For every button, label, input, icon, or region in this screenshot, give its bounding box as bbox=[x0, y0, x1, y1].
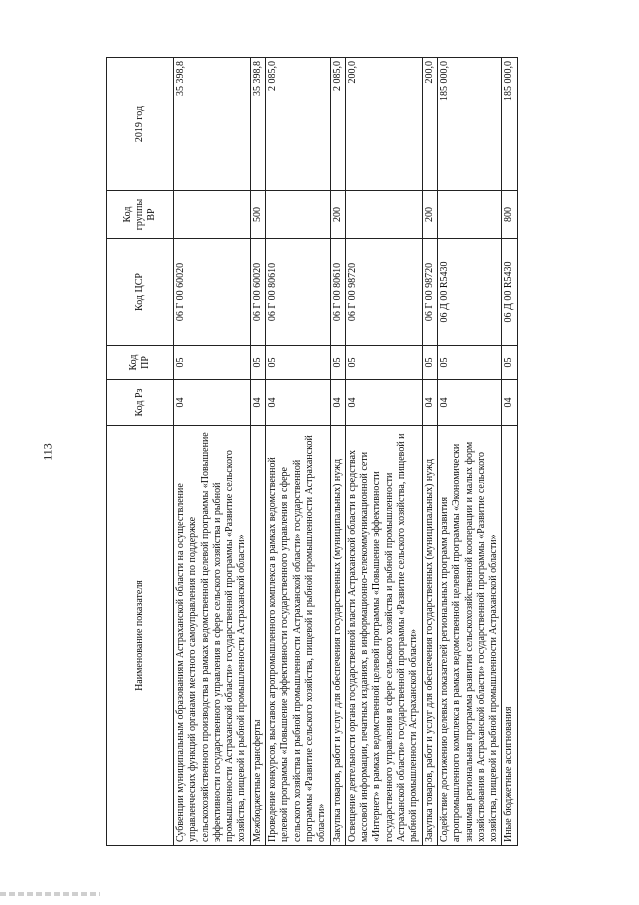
row-rz: 04 bbox=[250, 380, 265, 426]
table-row bbox=[330, 58, 345, 846]
row-pr: 05 bbox=[422, 346, 437, 380]
row-vr: 800 bbox=[502, 191, 517, 239]
row-csr: 06 Г 00 60020 bbox=[174, 239, 251, 346]
table-row bbox=[502, 58, 517, 846]
row-name: Субвенции муниципальным образованиям Астраханской области на осуществление управленческих функций органами местного самоуправления по поддержке сельскохозяйственного производства в рамках ведомственной целевой программы «Повышение эффективности государственного управления в сфере сельского хозяйства и рыбной промышленности Астраханской области» государственной программы «Развитие сельского хозяйства, пищевой и рыбной промышленности Астраханской области» bbox=[174, 426, 251, 846]
table-row bbox=[345, 58, 422, 846]
row-vr: 200 bbox=[422, 191, 437, 239]
header-name: Наименование показателя bbox=[107, 426, 174, 846]
row-vr bbox=[174, 191, 251, 239]
row-name: Иные бюджетные ассигнования bbox=[502, 426, 517, 846]
row-value: 200,0 bbox=[422, 58, 437, 191]
row-csr: 06 Д 00 R5430 bbox=[502, 239, 517, 346]
table-header-row bbox=[107, 58, 174, 846]
header-year: 2019 год bbox=[107, 58, 174, 191]
row-value: 35 398,8 bbox=[174, 58, 251, 191]
row-rz: 04 bbox=[422, 380, 437, 426]
row-rz: 04 bbox=[437, 380, 501, 426]
row-csr: 06 Г 00 98720 bbox=[422, 239, 437, 346]
table-row bbox=[250, 58, 265, 846]
header-csr: Код ЦСР bbox=[107, 239, 174, 346]
row-pr: 05 bbox=[174, 346, 251, 380]
row-rz: 04 bbox=[266, 380, 330, 426]
row-value: 35 398,8 bbox=[250, 58, 265, 191]
row-rz: 04 bbox=[502, 380, 517, 426]
row-pr: 05 bbox=[266, 346, 330, 380]
row-pr: 05 bbox=[437, 346, 501, 380]
header-pr: Код ПР bbox=[107, 346, 174, 380]
row-name: Закупка товаров, работ и услуг для обеспечения государственных (муниципальных) нужд bbox=[422, 426, 437, 846]
row-csr: 06 Г 00 80610 bbox=[266, 239, 330, 346]
row-name: Проведение конкурсов, выставок агропромышленного комплекса в рамках ведомственной целевой программы «Повышение эффективности государственного управления в сфере сельского хозяйства и рыбной промышленности Астраханской области» государственной программы «Развитие сельского хозяйства, пищевой и рыбной промышленности Астраханской области» bbox=[266, 426, 330, 846]
row-name: Освещение деятельности органа государственной власти Астраханской области в средствах массовой информации, печатных изданиях, в информационно-телекоммуникационной сети «Интернет» в рамках ведомственной целевой программы «Повышение эффективности государственного управления в сфере сельского хозяйства и рыбной промышленности Астраханской области» государственной программы «Развитие сельского хозяйства, пищевой и рыбной промышленности Астраханской области» bbox=[345, 426, 422, 846]
row-csr: 06 Г 00 98720 bbox=[345, 239, 422, 346]
row-name: Межбюджетные трансферты bbox=[250, 426, 265, 846]
row-vr: 500 bbox=[250, 191, 265, 239]
row-vr bbox=[437, 191, 501, 239]
table-row bbox=[266, 58, 330, 846]
row-pr: 05 bbox=[250, 346, 265, 380]
row-pr: 05 bbox=[345, 346, 422, 380]
table-row bbox=[437, 58, 501, 846]
table-row bbox=[422, 58, 437, 846]
row-csr: 06 Г 00 80610 bbox=[330, 239, 345, 346]
row-pr: 05 bbox=[330, 346, 345, 380]
row-rz: 04 bbox=[174, 380, 251, 426]
table-row bbox=[174, 58, 251, 846]
row-value: 2 085,0 bbox=[266, 58, 330, 191]
row-pr: 05 bbox=[502, 346, 517, 380]
row-value: 200,0 bbox=[345, 58, 422, 191]
row-csr: 06 Д 00 R5430 bbox=[437, 239, 501, 346]
row-rz: 04 bbox=[330, 380, 345, 426]
budget-table bbox=[106, 57, 518, 846]
row-vr bbox=[345, 191, 422, 239]
header-vr: Код группы ВР bbox=[107, 191, 174, 239]
header-rz: Код Рз bbox=[107, 380, 174, 426]
row-vr: 200 bbox=[330, 191, 345, 239]
rotated-table-container bbox=[106, 58, 531, 846]
scan-artifact bbox=[0, 892, 100, 896]
row-value: 2 085,0 bbox=[330, 58, 345, 191]
row-name: Содействие достижению целевых показателей региональных программ развития агропромышленного комплекса в рамках ведомственной целевой программы «Экономически значимая региональная программа развития сельскохозяйственной кооперации и малых форм хозяйствования в Астраханской области» государственной программы «Развитие сельского хозяйства, пищевой и рыбной промышленности Астраханской области» bbox=[437, 426, 501, 846]
row-vr bbox=[266, 191, 330, 239]
row-csr: 06 Г 00 60020 bbox=[250, 239, 265, 346]
row-name: Закупка товаров, работ и услуг для обеспечения государственных (муниципальных) нужд bbox=[330, 426, 345, 846]
row-value: 185 000,0 bbox=[502, 58, 517, 191]
row-rz: 04 bbox=[345, 380, 422, 426]
page-number: 113 bbox=[40, 443, 55, 461]
row-value: 185 000,0 bbox=[437, 58, 501, 191]
